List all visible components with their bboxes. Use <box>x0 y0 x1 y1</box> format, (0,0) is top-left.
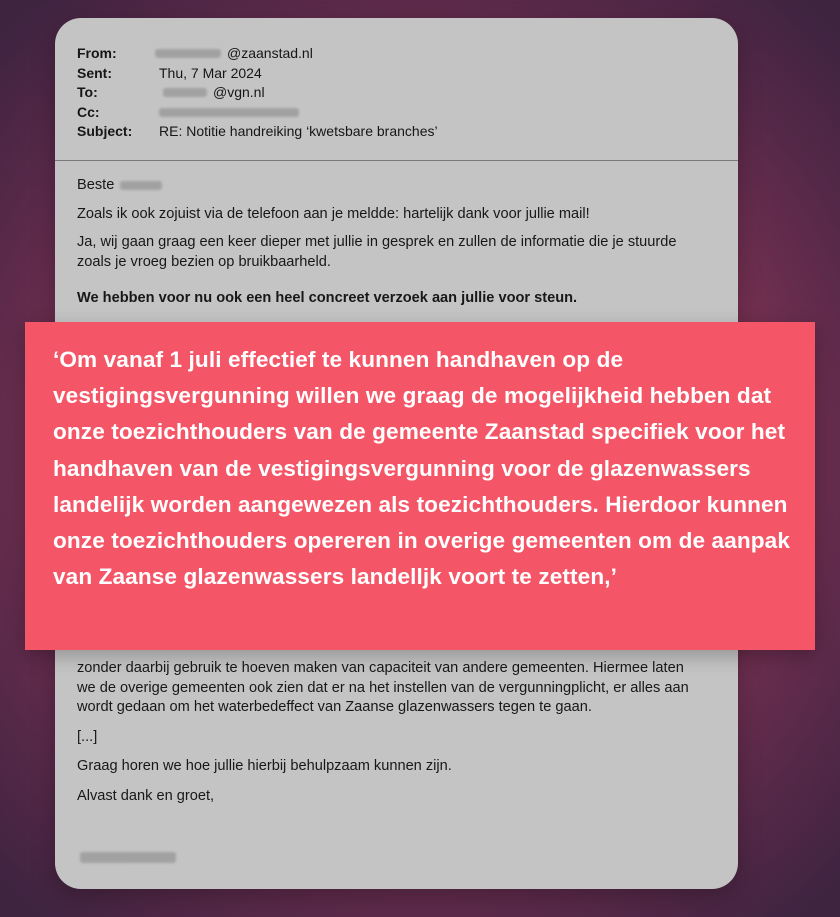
paragraph-3-bold: We hebben voor nu ook een heel concreet verzoek aan jullie voor steun. <box>77 290 578 306</box>
email-body-lower <box>77 659 717 806</box>
from-value <box>161 44 313 64</box>
from-domain: @zaanstad.nl <box>227 45 313 61</box>
redacted-recipient-name <box>163 88 207 97</box>
sent-row <box>77 64 717 84</box>
redacted-signature-name <box>80 852 176 863</box>
to-value <box>161 83 265 103</box>
sent-value: Thu, 7 Mar 2024 <box>159 64 262 81</box>
to-label: To: <box>77 84 98 100</box>
to-domain: @vgn.nl <box>213 84 265 100</box>
subject-row <box>77 122 717 142</box>
cc-value <box>161 108 299 117</box>
subject-label: Subject: <box>77 123 133 139</box>
highlighted-quote-box <box>25 322 815 650</box>
greeting-text: Beste <box>77 177 115 193</box>
signature <box>80 852 176 863</box>
from-row <box>77 44 717 64</box>
paragraph-4: zonder daarbij gebruik te hoeven maken van capaciteit van andere gemeenten. Hiermee laten we de overige gemeenten ook zien dat er na het instellen van de vergunningplicht, er alles aan wordt gedaan om het waterbedeffect van Zaanse glazenwassers tegen te gaan. <box>77 660 689 715</box>
email-header <box>77 44 717 142</box>
quote-text: ‘Om vanaf 1 juli effectief te kunnen handhaven op de vestigingsvergunning willen we graag de mogelijkheid hebben dat onze toezichthouders van de gemeente Zaanstad specifiek voor het handhaven van de vestigingsvergunning voor de glazenwassers landelijk worden aangewezen als toezichthouders. Hierdoor kunnen onze toezichthouders opereren in overige gemeenten om de aanpak van Zaanse glazenwassers landelljk voort te zetten,’ <box>53 347 790 590</box>
sent-label: Sent: <box>77 64 112 81</box>
closing-line-1: Graag horen we hoe jullie hierbij behulpzaam kunnen zijn. <box>77 758 452 774</box>
subject-value: RE: Notitie handreiking ‘kwetsbare branches’ <box>159 123 438 139</box>
paragraph-1: Zoals ik ook zojuist via de telefoon aan je meldde: hartelijk dank voor jullie mail! <box>77 206 590 222</box>
from-label: From: <box>77 45 117 61</box>
greeting-line <box>77 176 707 196</box>
to-row <box>77 83 717 103</box>
redacted-cc-recipients <box>159 108 299 117</box>
header-divider <box>55 160 738 161</box>
cc-label: Cc: <box>77 103 100 120</box>
closing-line-2: Alvast dank en groet, <box>77 787 215 804</box>
redacted-greeting-name <box>120 181 162 190</box>
paragraph-2: Ja, wij gaan graag een keer dieper met jullie in gesprek en zullen de informatie die je stuurde zoals je vroeg bezien op bruikbaarheld. <box>77 234 677 270</box>
ellipsis-text: [...] <box>77 728 98 745</box>
redacted-sender-name <box>155 49 221 58</box>
cc-row <box>77 103 717 123</box>
